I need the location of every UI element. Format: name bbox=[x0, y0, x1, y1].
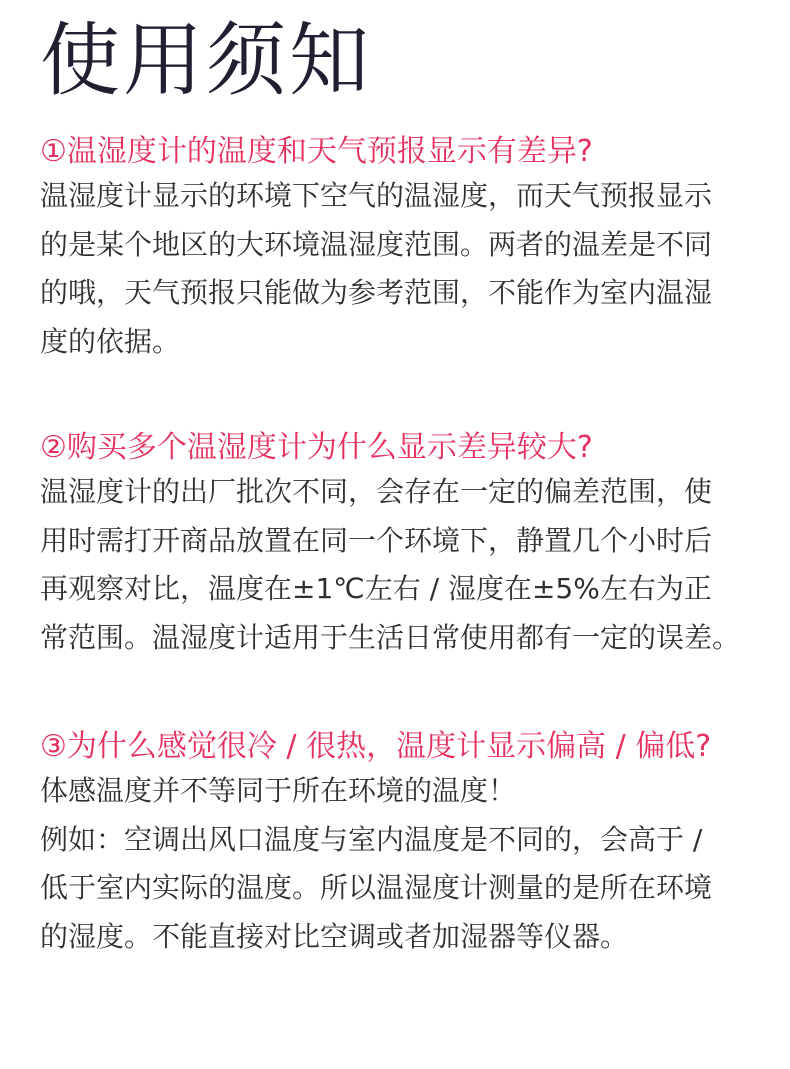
faq-answer-1-line-2: 的是某个地区的大环境温湿度范围。两者的温差是不同 bbox=[40, 227, 713, 261]
faq-answer-3-line-4: 的湿度。不能直接对比空调或者加湿器等仪器。 bbox=[40, 919, 629, 953]
faq-answer-3-line-1: 体感温度并不等同于所在环境的温度！ bbox=[40, 774, 517, 807]
faq-answer-1-line-1: 温湿度计显示的环境下空气的温湿度，而天气预报显示 bbox=[40, 179, 713, 212]
faq-section-1 bbox=[40, 132, 785, 366]
faq-answer-1-line-3: 的哦，天气预报只能做为参考范围，不能作为室内温湿 bbox=[40, 276, 713, 309]
faq-answer-3-line-3: 低于室内实际的温度。所以温湿度计测量的是所在环境 bbox=[40, 871, 713, 904]
faq-answer-2-line-3: 再观察对比，温度在±1℃左右 / 湿度在±5%左右为正 bbox=[40, 572, 712, 605]
faq-section-2 bbox=[40, 428, 785, 662]
faq-answer-2-line-1: 温湿度计的出厂批次不同，会存在一定的偏差范围，使 bbox=[40, 475, 713, 508]
faq-question-1: ①温湿度计的温度和天气预报显示有差异? bbox=[40, 134, 593, 169]
faq-answer-3-line-2: 例如：空调出风口温度与室内温度是不同的，会高于 / bbox=[40, 822, 703, 856]
faq-question-3: ③为什么感觉很冷 / 很热，温度计显示偏高 / 偏低? bbox=[40, 729, 712, 764]
faq-section-3 bbox=[40, 727, 785, 961]
faq-answer-2-line-2: 用时需打开商品放置在同一个环境下，静置几个小时后 bbox=[40, 523, 713, 557]
page-title: 使用须知 bbox=[40, 14, 372, 107]
faq-question-2: ②购买多个温湿度计为什么显示差异较大? bbox=[40, 430, 593, 465]
faq-answer-1-line-4: 度的依据。 bbox=[40, 324, 181, 358]
faq-answer-2-line-4: 常范围。温湿度计适用于生活日常使用都有一定的误差。 bbox=[40, 620, 741, 654]
